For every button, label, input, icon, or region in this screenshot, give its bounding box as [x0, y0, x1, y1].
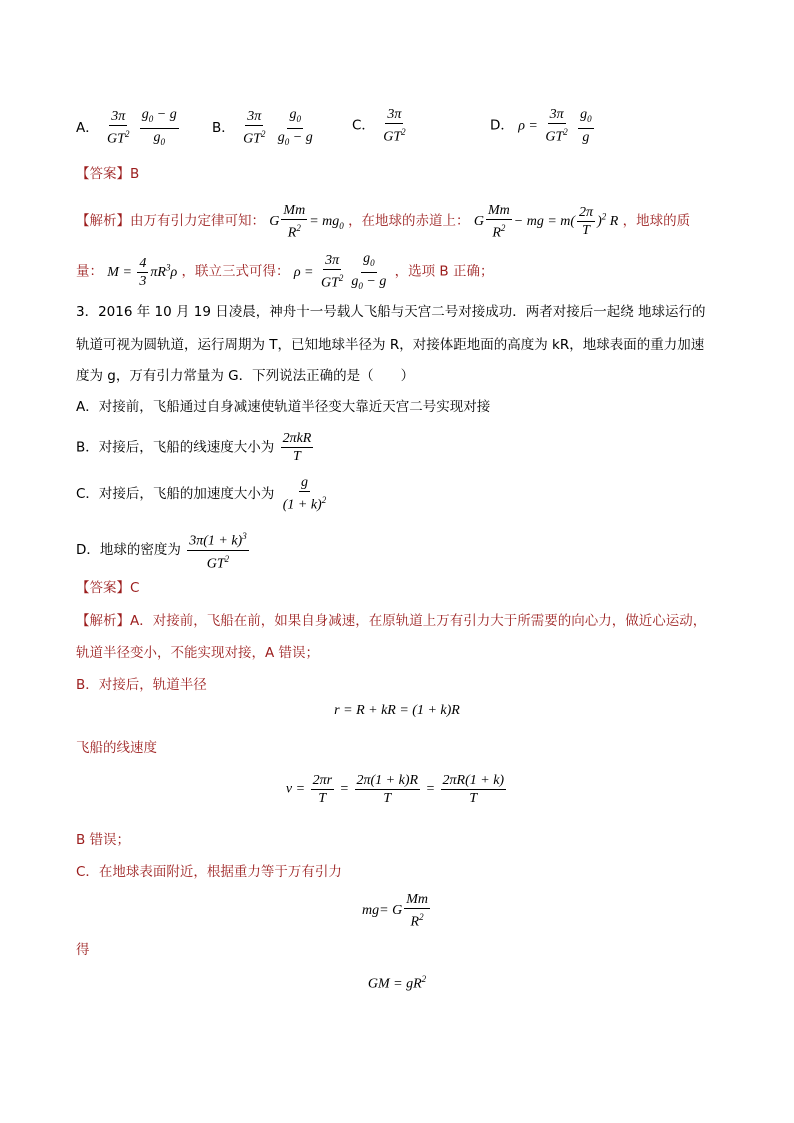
q3-analysis-line3: B．对接后，轨道半径	[76, 677, 207, 693]
equation-linear-velocity: v = $\frac{2\pi r}{T}$ = $\frac{2\pi(1 + k)R}{T}$ = $\frac{2\pi R(1 + k)}{T}$	[285, 773, 505, 806]
q2-analysis-line1: 【解析】由万有引力定律可知： G $\frac{Mm}{R^2}$ = $mg_0$ ，在地球的赤道上： G $\frac{Mm}{R^2}$ − mg = m( $\frac{2\pi}{T}$ )$^2$ R ，地球的质	[76, 203, 691, 241]
option-d: D． ρ = $\frac{3\pi}{GT^2}$ $\frac{g_0}{g}$	[490, 107, 592, 145]
q3-answer: 【答案】C	[76, 580, 140, 596]
equation-gravity: mg= G $\frac{Mm}{R^2}$	[362, 892, 428, 930]
option-c: C． $\frac{3\pi}{GT^2}$	[352, 107, 406, 145]
q3-analysis-line1: 【解析】A．对接前，飞船在前，如果自身减速，在原轨道上万有引力大于所需要的向心力，做近心运动，	[76, 613, 707, 629]
option-b-label: B．	[212, 119, 235, 136]
option-a: A． $\frac{3\pi}{GT^2}$ $\frac{g_0 - g}{g_0}$	[76, 107, 177, 148]
option-c-label: C．	[352, 117, 375, 134]
q3-stem-line3: 度为 g，万有引力常量为 G．下列说法正确的是（ ）	[76, 368, 415, 384]
option-b: B． $\frac{3\pi}{GT^2}$ $\frac{g_0}{g_0 - g}$	[212, 107, 313, 148]
q3-analysis-line5: B 错误；	[76, 832, 131, 848]
q3-option-c: C．对接后，飞船的加速度大小为 $\frac{g}{(1 + k)^2}$	[76, 475, 327, 513]
q3-analysis-line6: C．在地球表面附近，根据重力等于万有引力	[76, 864, 342, 880]
option-a-label: A．	[76, 119, 99, 136]
option-d-label: D．	[490, 117, 514, 134]
q3-stem-line1: 3．2016 年 10 月 19 日凌晨，神舟十一号载人飞船与天宫二号对接成功．两者对接后一起绕 地球运行的	[76, 304, 706, 320]
q3-analysis-line7: 得	[76, 942, 90, 958]
q3-analysis-line4: 飞船的线速度	[76, 740, 157, 756]
q2-answer: 【答案】B	[76, 166, 140, 182]
q3-analysis-line2: 轨道半径变小，不能实现对接，A 错误；	[76, 645, 320, 661]
q3-option-d: D．地球的密度为 $\frac{3\pi(1 + k)^3}{GT^2}$	[76, 528, 251, 572]
q2-analysis-line2: 量： M = $\frac{4}{3}$ $\pi R^3\rho$ ，联立三式可得： ρ = $\frac{3\pi}{GT^2}$ $\frac{g_0}{g_0 - g}$ ，选项 B 正确；	[76, 251, 494, 292]
q3-option-b: B．对接后，飞船的线速度大小为 $\frac{\text{2πkR}}{T}$	[76, 431, 312, 464]
q3-option-a: A．对接前，飞船通过自身减速使轨道半径变大靠近天宫二号实现对接	[76, 399, 491, 415]
equation-orbit-radius: r = R + kR = (1 + k)R	[334, 703, 460, 718]
q3-stem-line2: 轨道可视为圆轨道，运行周期为 T，已知地球半径为 R，对接体距地面的高度为 kR，地球表面的重力加速	[76, 337, 705, 353]
equation-gm: GM = $gR^2$	[367, 974, 427, 992]
